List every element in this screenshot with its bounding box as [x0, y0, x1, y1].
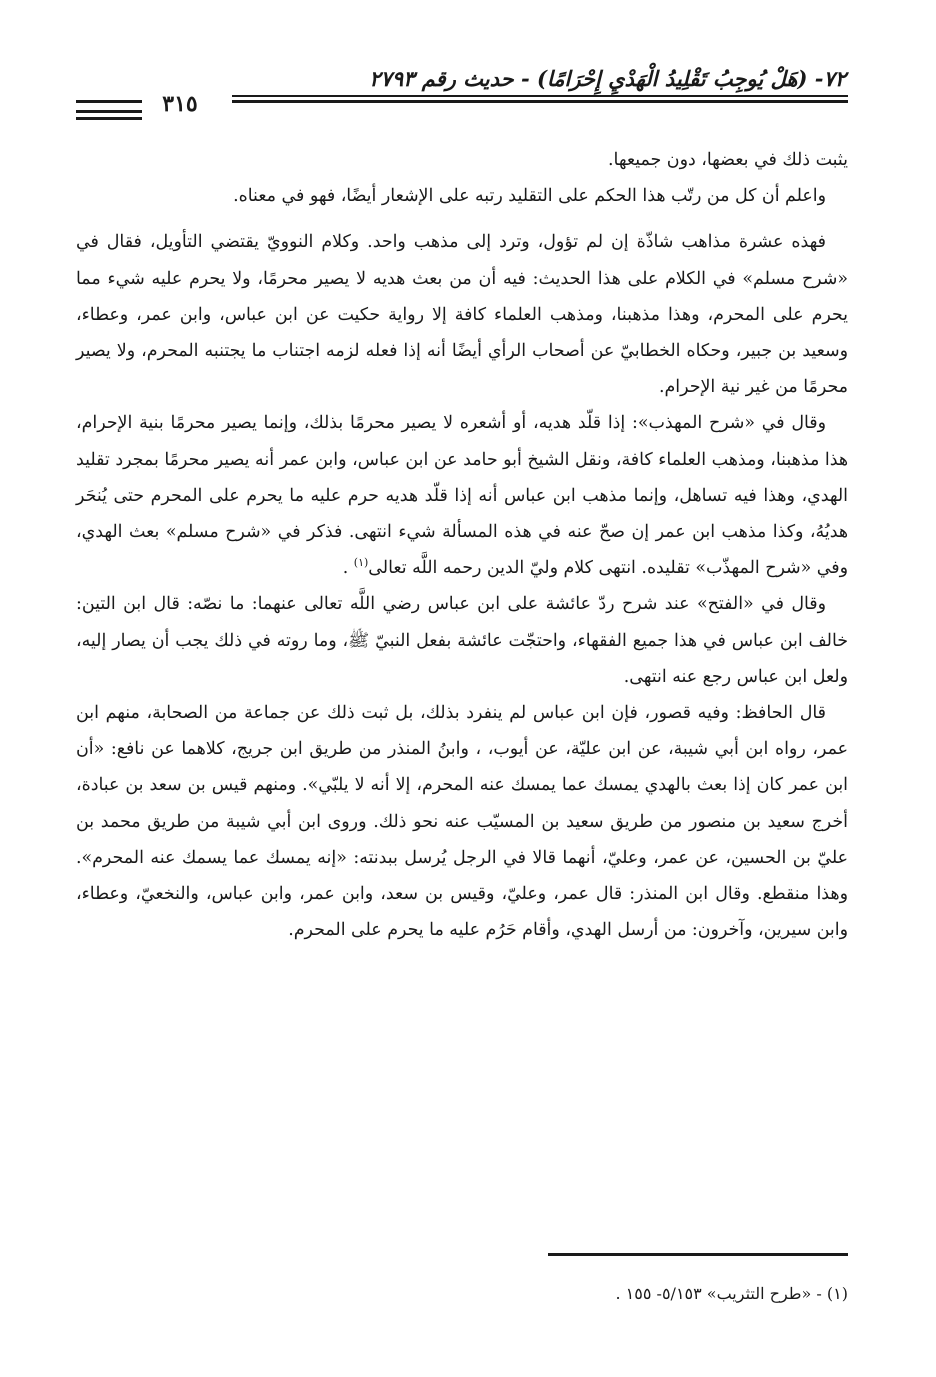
paragraph: قال الحافظ: وفيه قصور، فإن ابن عباس لم ينفرد بذلك، بل ثبت ذلك عن جماعة من الصحابة، منهم ابن عمر، رواه ابن أبي شيبة، عن ابن عليّة، عن أيوب، ، وابنُ المنذر من طريق ابن جريج، كلاهما عن نافع: «أن ابن عمر كان إذا بعث بالهدي يمسك عما يمسك عنه المحرم، إلا أنه لا يلبّي». ومنهم قيس بن سعد بن عبادة، أخرج سعيد بن منصور من طريق سعيد بن المسيّب عنه نحو ذلك. وروى ابن أبي شيبة من طريق محمد بن عليّ بن الحسين، عن عمر، وعليّ، أنهما قالا في الرجل يُرسل ببدنته: «إنه يمسك عما يسمك عنه المحرم». وهذا منقطع. وقال ابن المنذر: قال عمر، وعليّ، وقيس بن سعد، وابن عمر، وابن عباس، والنخعيّ، وعطاء، وابن سيرين، وآخرون: من أرسل الهدي، وأقام حَرُم عليه ما يحرم على المحرم.	[76, 703, 848, 941]
page-number-rule	[76, 110, 142, 113]
main-text	[76, 142, 848, 948]
paragraph: يثبت ذلك في بعضها، دون جميعها.	[608, 150, 848, 170]
header-rule-top	[232, 95, 848, 97]
paragraph: وقال في «شرح المهذب»: إذا قلّد هديه، أو أشعره لا يصير محرمًا بذلك، وإنما يصير محرمًا بنية الإحرام، هذا مذهبنا، ومذهب العلماء كافة، ونقل الشيخ أبو حامد عن ابن عباس، وابن عمر أنه يصير محرمًا بمجرد تقليد الهدي، وهذا فيه تساهل، وإنما مذهب ابن عباس أنه إذا قلّد هديه حرم عليه ما يحرم على المحرم حتى يُنحَر هديُهُ، وكذا مذهب ابن عمر إن صحّ عنه في هذه المسألة شيء انتهى. فذكر في «شرح مسلم» بعث الهدي، وفي «شرح المهذّب» تقليده. انتهى كلام وليّ الدين رحمه اللَّه تعالى$^{(١)}$ .	[76, 413, 848, 579]
page-number-rule	[76, 117, 142, 120]
header-rule-bottom	[232, 100, 848, 103]
footnote-separator	[548, 1253, 848, 1256]
paragraph: وقال في «الفتح» عند شرح ردّ عائشة على ابن عباس رضي اللَّه تعالى عنهما: ما نصّه: قال ابن التين: خالف ابن عباس في هذا جميع الفقهاء، واحتجّت عائشة بفعل النبيّ ﷺ، وما روته في ذلك يجب أن يصار إليه، ولعل ابن عباس رجع عنه انتهى.	[76, 594, 849, 687]
running-header-title: ٧٢- (هَلْ يُوجِبُ تَقْلِيدُ الْهَدْيِ إِحْرَامًا) - حديث رقم ٢٧٩٣	[369, 66, 846, 91]
paragraph: واعلم أن كل من رتّب هذا الحكم على التقليد رتبه على الإشعار أيضًا، فهو في معناه.	[233, 186, 826, 207]
paragraph: فهذه عشرة مذاهب شاذّة إن لم تؤول، وترد إلى مذهب واحد. وكلام النوويّ يقتضي التأويل، فقال في «شرح مسلم» في الكلام على هذا الحديث: فيه أن من بعث هديه لا يصير محرمًا، ولا يحرم عليه شيء مما يحرم على المحرم، وهذا مذهبنا، ومذهب العلماء كافة إلا رواية حكيت عن ابن عباس، وابن عمر، وعطاء، وسعيد بن جبير، وحكاه الخطابيّ عن أصحاب الرأي أيضًا أنه إذا فعله لزمه اجتناب ما يجتنبه المحرم، ولا يصير محرمًا من غير نية الإحرام.	[76, 232, 848, 398]
footnote-reference[interactable]: (١)	[353, 556, 369, 570]
footnote: (١) - «طرح التثريب» ٥/١٥٣- ١٥٥ .	[615, 1284, 848, 1303]
page-number: ٣١٥	[162, 91, 198, 117]
page-number-rule	[76, 100, 142, 103]
paragraph-text: وقال في «شرح المهذب»: إذا قلّد هديه، أو أشعره لا يصير محرمًا بذلك، وإنما يصير محرمًا بنية الإحرام، هذا مذهبنا، ومذهب العلماء كافة، ونقل الشيخ أبو حامد عن ابن عباس، وابن عمر أنه يصير محرمًا بمجرد تقليد الهدي، وهذا فيه تساهل، وإنما مذهب ابن عباس أنه إذا قلّد هديه حرم عليه ما يحرم على المحرم حتى يُنحَر هديُهُ، وكذا مذهب ابن عمر إن صحّ عنه في هذه المسألة شيء انتهى. فذكر في «شرح مسلم» بعث الهدي، وفي «شرح المهذّب» تقليده. انتهى كلام وليّ الدين رحمه اللَّه تعالى	[76, 413, 848, 579]
